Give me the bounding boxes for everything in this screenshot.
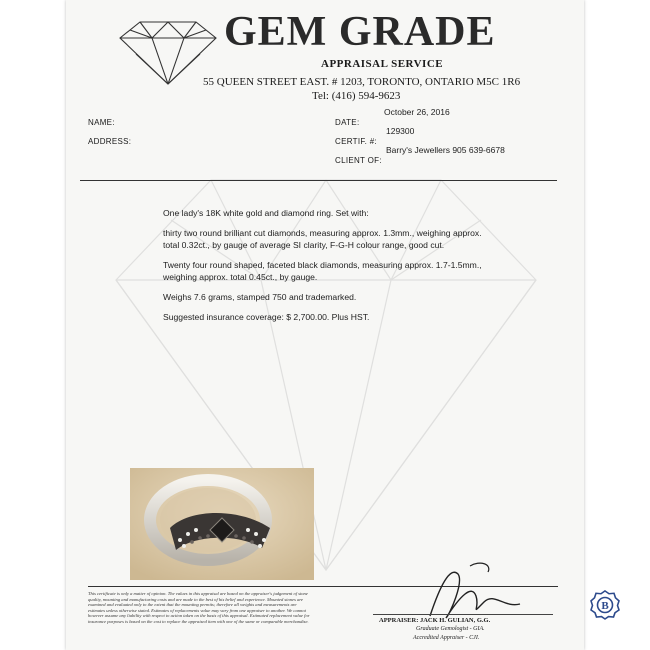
appraiser-credential-cji: Accredited Appraiser - CJI.	[413, 635, 480, 641]
description-black-diamonds: Twenty four round shaped, faceted black diamonds, measuring approx. 1.7-1.5mm., weighing approx. total 0.45ct., by gauge.	[163, 260, 482, 282]
signature-line	[373, 614, 553, 615]
ring-photo	[130, 468, 314, 580]
brand-title: GEM GRADE	[224, 9, 496, 55]
date-label: DATE:	[335, 118, 360, 127]
brand-badge-icon[interactable]	[590, 590, 620, 620]
date-value: October 26, 2016	[384, 107, 450, 117]
appraisal-document	[66, 0, 584, 650]
appraiser-credential-gia: Graduate Gemologist - GIA.	[416, 626, 485, 632]
description-intro: One lady's 18K white gold and diamond ring. Set with:	[163, 208, 369, 218]
description-weight: Weighs 7.6 grams, stamped 750 and trademarked.	[163, 292, 357, 302]
certificate-number-value: 129300	[386, 126, 415, 136]
item-description	[163, 207, 483, 331]
certificate-number-label: CERTIF. #:	[335, 137, 377, 146]
client-label: CLIENT OF:	[335, 156, 382, 165]
client-value: Barry's Jewellers 905 639-6678	[386, 145, 505, 155]
service-subtitle: APPRAISAL SERVICE	[321, 58, 444, 70]
appraiser-signature	[410, 556, 530, 626]
description-white-diamonds: thirty two round brilliant cut diamonds, measuring approx. 1.3mm., weighing approx. total 0.32ct., by gauge of average SI clarity, F-G-H colour range, good cut.	[163, 228, 482, 250]
header-divider	[80, 180, 557, 181]
address-label: ADDRESS:	[88, 137, 132, 146]
description-insurance-value: Suggested insurance coverage: $ 2,700.00. Plus HST.	[163, 312, 370, 322]
appraiser-name: APPRAISER: JACK H. GULIAN, G.G.	[379, 617, 491, 624]
company-address: 55 QUEEN STREET EAST. # 1203, TORONTO, ONTARIO M5C 1R6	[203, 76, 521, 88]
badge-letter: B	[601, 600, 609, 612]
name-label: NAME:	[88, 118, 115, 127]
disclaimer-text: This certificate is only a matter of opinion. The values in this appraisal are based on the appraiser's judgement of stone quality, mounting and manufacturing costs and are made to the best of his belief and experience. Mounted stones are examined and evaluated only to the extent that the mounting permits; therefore all weights and measurements are estimates unless otherwise stated. Estimates of replacements value may vary from one appraiser to another. We cannot however assume any liability with respect to action taken on the basis of this appraisal. Estimated replacement value for insurance purposes is based on the cost to replace the appraised item with one of the same or comparable merchandise.	[88, 591, 310, 624]
company-phone: Tel: (416) 594-9623	[312, 90, 401, 102]
